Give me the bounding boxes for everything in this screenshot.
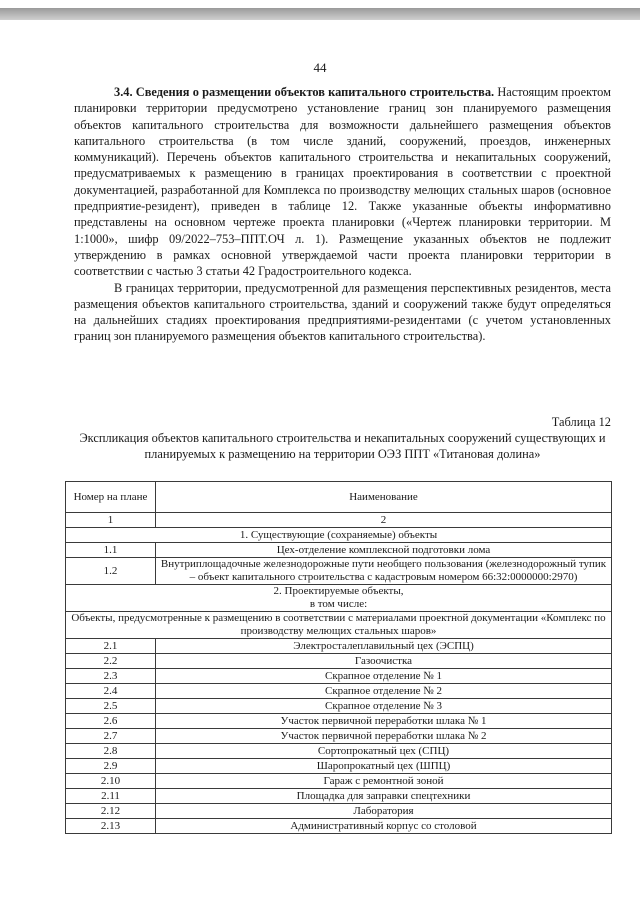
table-row — [66, 543, 612, 558]
subgroup-label: Объекты, предусмотренные к размещению в соответствии с материалами проектной документации «Комплекс по производству мелющих стальных шаров» — [66, 612, 612, 639]
row-number: 1.1 — [66, 543, 156, 558]
header-number: Номер на плане — [66, 482, 156, 513]
table-row — [66, 759, 612, 774]
table-row — [66, 819, 612, 834]
column-number-row — [66, 513, 612, 528]
group-planned-line1: 2. Проектируемые объекты, — [273, 585, 404, 597]
row-name: Скрапное отделение № 2 — [156, 684, 612, 699]
table-row — [66, 714, 612, 729]
row-name: Газоочистка — [156, 654, 612, 669]
explication-table — [65, 481, 612, 834]
table-row — [66, 774, 612, 789]
row-name: Внутриплощадочные железнодорожные пути необщего пользования (железнодорожный тупик – объект капитального строительства с кадастровым номером 66:32:0000000:2970) — [156, 558, 612, 585]
row-number: 2.4 — [66, 684, 156, 699]
table-number: Таблица 12 — [551, 415, 611, 429]
table-title: Экспликация объектов капитального строительства и некапитальных сооружений существующих и планируемых к размещению на территории ОЭЗ ППТ «Титановая долина» — [79, 431, 606, 461]
row-number: 2.3 — [66, 669, 156, 684]
row-name: Участок первичной переработки шлака № 2 — [156, 729, 612, 744]
row-name: Электросталеплавильный цех (ЭСПЦ) — [156, 639, 612, 654]
table-row — [66, 699, 612, 714]
table-row — [66, 744, 612, 759]
subgroup-row — [66, 612, 612, 639]
table-row — [66, 639, 612, 654]
paragraph-1 — [74, 84, 611, 280]
table-row — [66, 558, 612, 585]
table-row — [66, 804, 612, 819]
row-number: 2.8 — [66, 744, 156, 759]
group-row-existing — [66, 528, 612, 543]
row-name: Административный корпус со столовой — [156, 819, 612, 834]
table-row — [66, 684, 612, 699]
table-row — [66, 729, 612, 744]
row-name: Шаропрокатный цех (ШПЦ) — [156, 759, 612, 774]
row-number: 2.11 — [66, 789, 156, 804]
table-header-row — [66, 482, 612, 513]
row-name: Участок первичной переработки шлака № 1 — [156, 714, 612, 729]
row-number: 2.7 — [66, 729, 156, 744]
row-number: 2.6 — [66, 714, 156, 729]
row-number: 2.9 — [66, 759, 156, 774]
group-planned-line2: в том числе: — [309, 598, 368, 610]
paragraph-2: В границах территории, предусмотренной для размещения перспективных резидентов, места размещения объектов капитального строительства, зданий и сооружений также будут определяться на дальнейших стадиях проектирования предприятиями-резидентами (с учетом установленных границ зон планируемого размещения объектов капитального строительства). — [74, 280, 611, 344]
row-name: Сортопрокатный цех (СПЦ) — [156, 744, 612, 759]
table-row — [66, 669, 612, 684]
row-number: 2.1 — [66, 639, 156, 654]
table-caption — [74, 414, 611, 462]
row-number: 2.10 — [66, 774, 156, 789]
row-name: Цех-отделение комплексной подготовки лома — [156, 543, 612, 558]
scan-top-edge — [0, 8, 640, 20]
row-number: 2.13 — [66, 819, 156, 834]
row-name: Площадка для заправки спецтехники — [156, 789, 612, 804]
group-row-planned — [66, 585, 612, 612]
table-row — [66, 654, 612, 669]
page-number: 44 — [313, 60, 327, 75]
group-existing-label: 1. Существующие (сохраняемые) объекты — [66, 528, 612, 543]
group-planned-label — [66, 585, 612, 612]
row-name: Гараж с ремонтной зоной — [156, 774, 612, 789]
header-name: Наименование — [156, 482, 612, 513]
row-number: 1.2 — [66, 558, 156, 585]
column-number-1: 1 — [66, 513, 156, 528]
row-number: 2.5 — [66, 699, 156, 714]
row-number: 2.2 — [66, 654, 156, 669]
row-name: Скрапное отделение № 3 — [156, 699, 612, 714]
row-name: Лаборатория — [156, 804, 612, 819]
table-row — [66, 789, 612, 804]
row-number: 2.12 — [66, 804, 156, 819]
column-number-2: 2 — [156, 513, 612, 528]
row-name: Скрапное отделение № 1 — [156, 669, 612, 684]
section-text — [74, 84, 611, 345]
section-heading: 3.4. Сведения о размещении объектов капитального строительства. — [114, 85, 495, 99]
paragraph-1-body: Настоящим проектом планировки территории предусмотрено установление границ зон планируемого размещения объектов капитального строительства для возможности дальнейшего размещения объектов капитального строительства (в том числе зданий, сооружений, проездов, инженерных коммуникаций). Перечень объектов капитального строительства и некапитальных сооружений, предусматриваемых к размещению в границах проектирования в соответствии с проектной документацией, разработанной для Комплекса по производству мелющих стальных шаров (основное предприятие-резидент), приведен в таблице 12. Также указанные объекты информативно представлены на основном чертеже проекта планировки («Чертеж планировки территории. М 1:1000», шифр 09/2022–753–ППТ.ОЧ л. 1). Размещение указанных объектов не подлежит утверждению в рамках основной утверждаемой части проекта планировки территории в соответствии с частью 3 статьи 42 Градостроительного кодекса. — [74, 85, 611, 279]
